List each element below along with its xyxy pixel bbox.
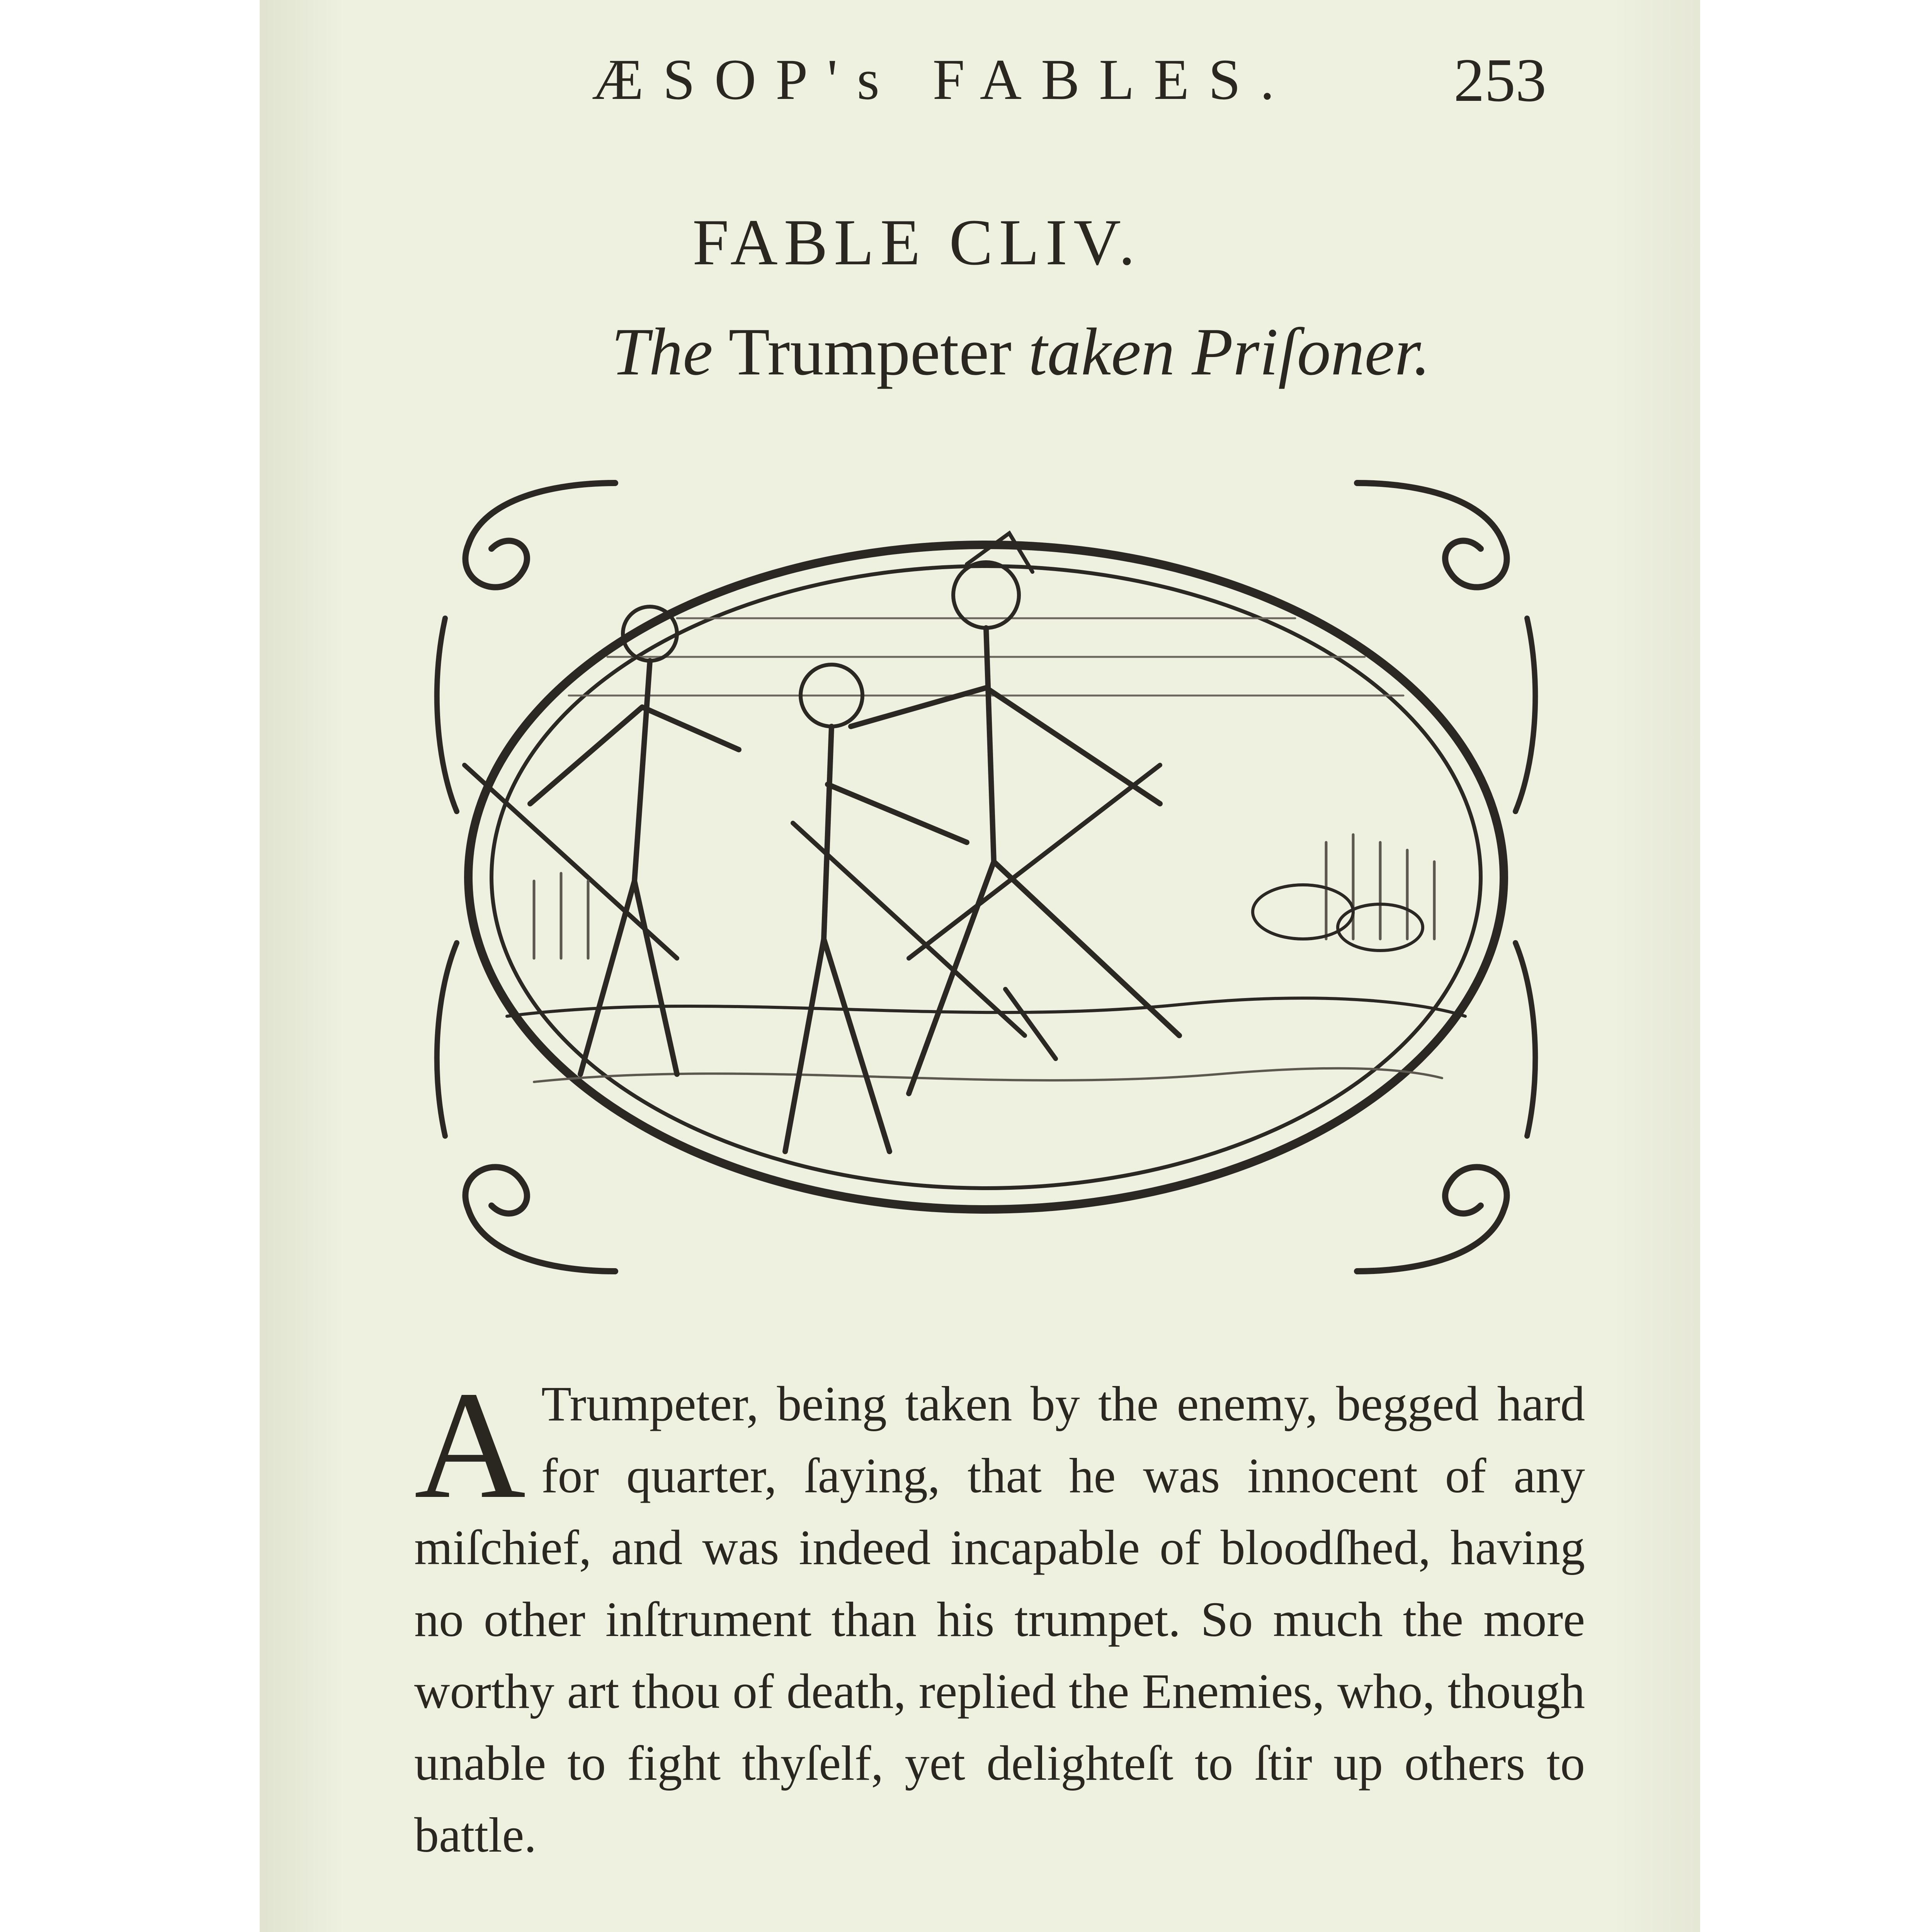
- woodcut-illustration: [406, 456, 1566, 1306]
- fable-title-trumpeter: Trumpeter: [728, 314, 1012, 389]
- drop-capital: A: [414, 1359, 526, 1531]
- running-title: ÆSOP's FABLES.: [592, 48, 1294, 112]
- fable-number: FABLE CLIV.: [692, 206, 1141, 279]
- fable-body: Trumpeter, being taken by the enemy, begged hard for quarter, ſaying, that he was innocent of any miſchief, and was indeed incapable of bloodſhed, having no other inſtrument than his trumpet. So much the more worthy art thou of death, replied the Enemies, who, though unable to fight thyſelf, yet delighteſt to ſtir up others to battle.: [414, 1376, 1585, 1862]
- fable-title-rest: taken Priſoner.: [1028, 314, 1430, 389]
- fable-title: [499, 313, 1543, 391]
- fable-title-the: The: [611, 314, 713, 389]
- page-number: 253: [1454, 46, 1546, 114]
- book-page: [260, 0, 1700, 1932]
- fable-text: [414, 1359, 1585, 1871]
